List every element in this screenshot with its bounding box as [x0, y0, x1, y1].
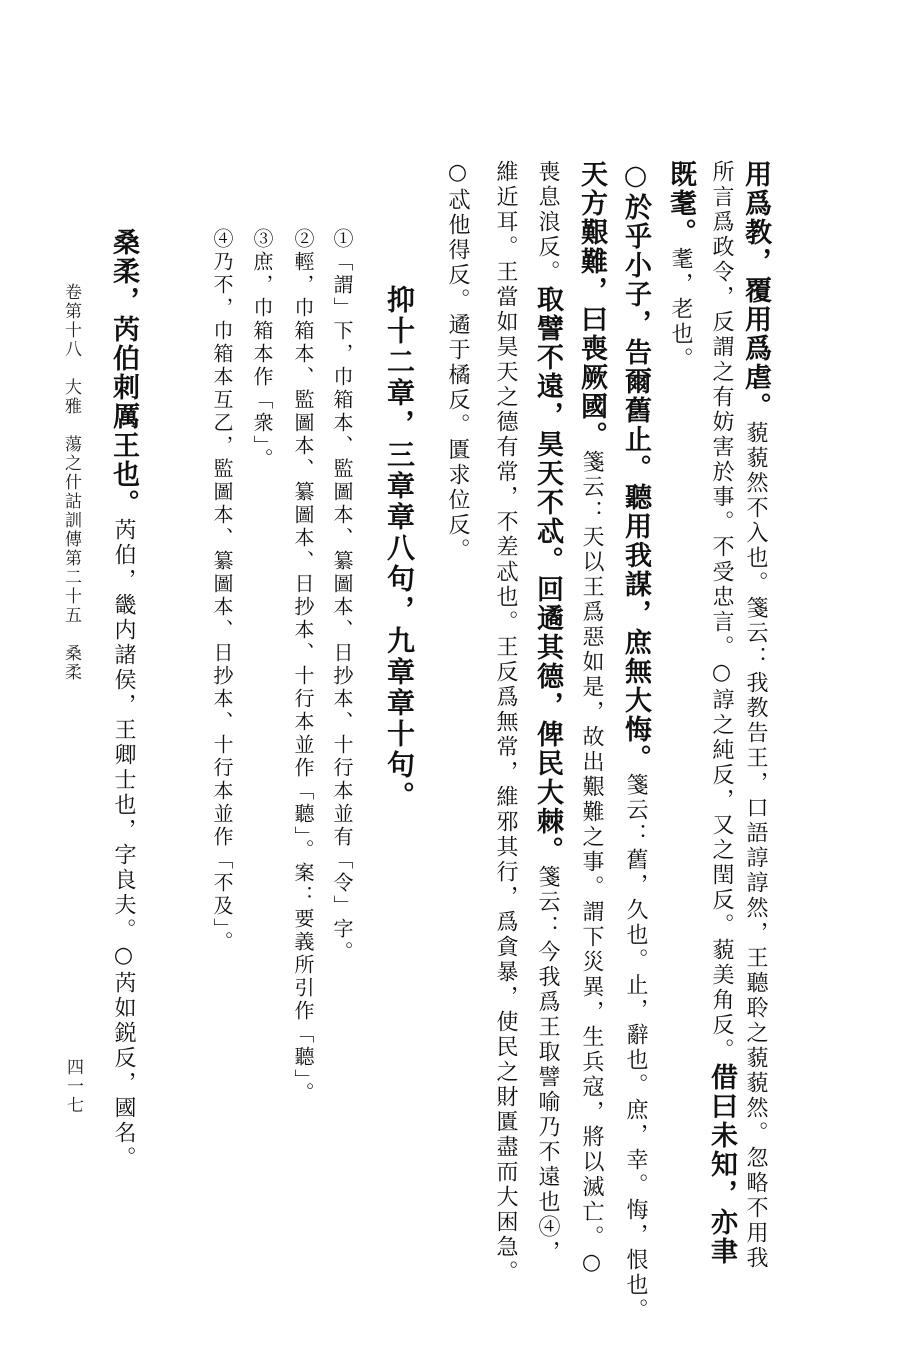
note-text: ①「謂」下，巾箱本、監圖本、纂圖本、日抄本、十行本並有「令」字。: [330, 228, 354, 964]
text-column-8: [446, 160, 468, 760]
note-text: ②輕，巾箱本、監圖本、纂圖本、日抄本、十行本並作「聽」。案：要義所引作「聽」。: [291, 228, 315, 1105]
text-column-14: [110, 228, 137, 1228]
main-text: 借曰未知，亦聿: [706, 1063, 737, 1266]
commentary-text: 箋云：今我爲王取譬喻乃不遠也④，: [535, 865, 560, 1265]
note-text: ③庶，巾箱本作「衆」。: [250, 228, 274, 471]
collation-note-2: [293, 228, 313, 1228]
commentary-text: 喪息浪反。: [535, 160, 560, 285]
main-text: 取譬不遠，昊天不忒。回遹其德，俾民大棘。: [532, 285, 563, 865]
text-column-7: [494, 160, 516, 1320]
note-text: ④乃不，巾箱本互乙，監圖本、纂圖本、日抄本、十行本並作「不及」。: [210, 228, 234, 954]
text-column-6: [534, 160, 561, 1320]
collation-note-1: [332, 228, 352, 1228]
commentary-text: 芮伯，畿内諸侯，王卿士也，字良夫。○芮如鋭反，國名。: [111, 518, 136, 1171]
text-column-1: [742, 160, 769, 1320]
summary-text: 抑十二章，三章章八句，九章章十句。: [383, 285, 416, 812]
text-column-4: [620, 160, 651, 1323]
commentary-text: 所言爲政令，反謂之有妨害於事。不受忠言。○諄之純反，又之閏反。藐美角反。: [709, 160, 734, 1063]
main-text: 天方艱難，曰喪厥國。: [576, 160, 607, 450]
commentary-text: ○忒他得反。遹于橘反。匱求位反。: [445, 160, 470, 563]
main-text: 桑柔，芮伯刺厲王也。: [108, 228, 139, 518]
commentary-text: 維近耳。王當如昊天之德有常，不差忒也。王反爲無常，維邪其行，爲貪暴，使民之財匱盡而大困急。: [493, 160, 518, 1285]
page-number: 四一七: [63, 1058, 83, 1115]
commentary-text: 耄，老也。: [668, 247, 693, 372]
text-column-5: [578, 160, 605, 1320]
commentary-text: 箋云：舊，久也。止，辭也。庶，幸。悔，恨也。: [623, 773, 648, 1323]
main-text: 既耄。: [665, 160, 696, 247]
text-column-2: [708, 160, 735, 1320]
main-text: 用爲教，覆用爲虐。: [740, 160, 771, 421]
collation-note-3: [252, 228, 272, 628]
commentary-text: 箋云：天以王爲惡如是，故出艱難之事。謂下災異，生兵寇，將以滅亡。○: [579, 450, 604, 1278]
main-text: ○於乎小子，告爾舊止。聽用我謀，庶無大悔。: [620, 160, 651, 773]
commentary-text: 藐藐然不入也。箋云：我教告王，口語諄諄然，王聽聆之藐藐然。忽略不用我: [743, 421, 768, 1271]
collation-note-4: [212, 228, 232, 1228]
running-header: 卷第十八 大雅 蕩之什詁訓傳第二十五 桑柔: [61, 283, 81, 682]
chapter-summary: [383, 285, 416, 885]
text-column-3: [667, 160, 694, 460]
